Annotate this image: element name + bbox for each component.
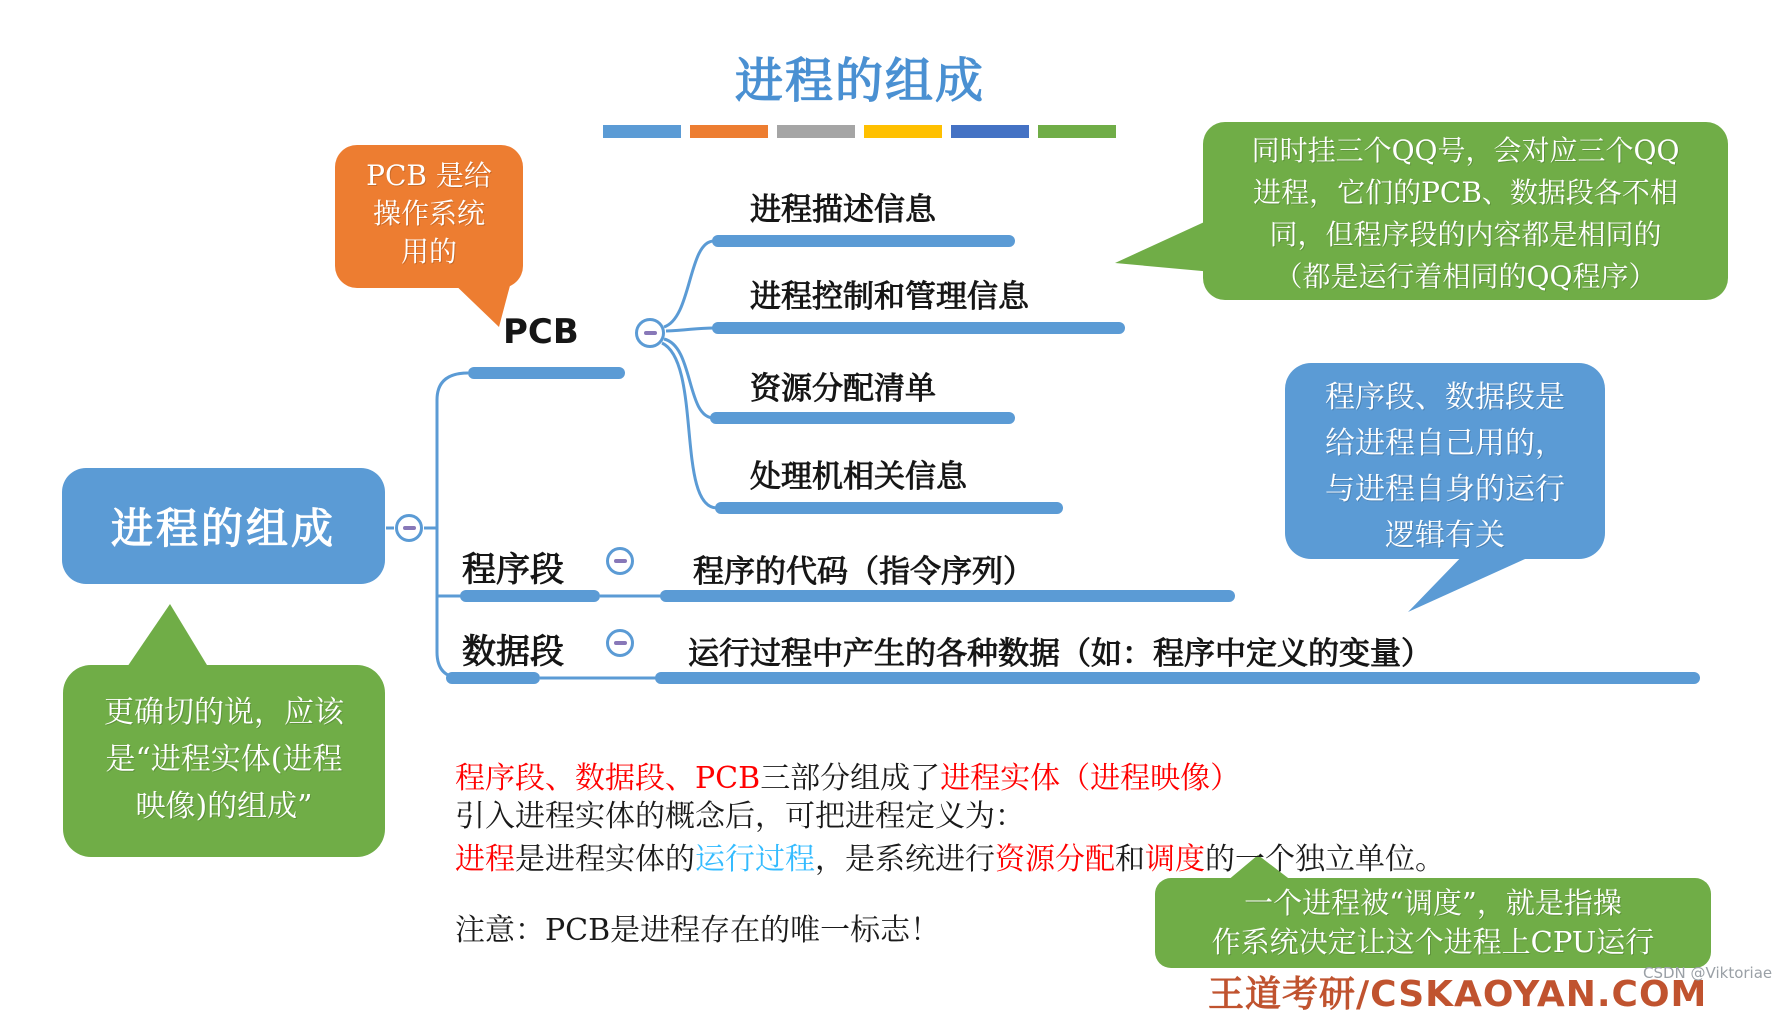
definition-segment: 的一个独立单位。	[1205, 842, 1445, 877]
callout-line: 给进程自己用的，	[1325, 426, 1565, 461]
callout-tail	[125, 604, 210, 670]
callout-line: 进程，它们的PCB、数据段各不相	[1253, 176, 1678, 209]
definition-segment: 进程实体（进程映像）	[940, 761, 1241, 796]
definition-segment: 程序段、数据段、PCB	[455, 761, 761, 796]
definition-segment: 三部分组成了	[760, 761, 941, 796]
definition-segment: 调度	[1145, 842, 1205, 877]
branch-label-data: 数据段	[462, 632, 564, 672]
callout-line: 更确切的说，应该	[104, 695, 344, 730]
collapse-icon[interactable]	[606, 629, 634, 657]
callout-line: 同时挂三个QQ号，会对应三个QQ	[1251, 134, 1680, 167]
callout-qq-note	[1203, 122, 1728, 300]
brand-text: 王道考研/CSKAOYAN.COM	[1208, 974, 1708, 1015]
pcb-child-item: 进程描述信息	[750, 192, 936, 228]
callout-line: 操作系统	[372, 197, 485, 230]
definition-line-3	[455, 834, 1445, 878]
callout-line: （都是运行着相同的QQ程序）	[1274, 260, 1657, 293]
callout-line: PCB 是给	[366, 159, 492, 192]
callout-line: 用的	[400, 235, 457, 268]
minus-glyph	[614, 641, 627, 645]
branch-bar-item	[710, 412, 1015, 424]
callout-line: 是“进程实体(进程	[105, 742, 343, 777]
callout-tail	[1115, 218, 1213, 272]
branch-bar-program-value	[660, 590, 1235, 602]
branch-bar-pcb	[468, 367, 625, 379]
callout-segment-note	[1285, 363, 1605, 559]
callout-line: 一个进程被“调度”，就是指操	[1244, 886, 1622, 920]
definition-segment: 运行过程	[695, 842, 815, 877]
note-line: 注意：PCB是进程存在的唯一标志！	[455, 913, 941, 948]
minus-glyph	[614, 559, 627, 563]
definition-segment: 引入进程实体的概念后，可把进程定义为：	[455, 799, 1025, 834]
branch-bar-item	[712, 322, 1125, 334]
definition-segment: 资源分配	[995, 842, 1115, 877]
callout-pcb-note	[335, 145, 523, 288]
root-node: 进程的组成	[62, 468, 385, 584]
definition-segment: ，是系统进行	[815, 842, 995, 877]
branch-bar-data-label	[446, 672, 540, 684]
branch-value-program: 程序的代码（指令序列）	[693, 554, 1034, 590]
definition-segment: 进程	[455, 842, 515, 877]
minus-glyph	[644, 331, 657, 335]
callout-entity-note	[63, 665, 385, 857]
branch-bar-data-value	[655, 672, 1700, 684]
definition-line-2	[455, 791, 1025, 835]
callout-schedule-note	[1155, 878, 1711, 968]
branch-label-program: 程序段	[462, 550, 564, 590]
definition-segment: 和	[1115, 842, 1145, 877]
pcb-child-item: 资源分配清单	[750, 371, 936, 407]
pcb-child-item: 进程控制和管理信息	[750, 279, 1029, 315]
branch-value-data: 运行过程中产生的各种数据（如：程序中定义的变量）	[688, 636, 1432, 672]
branch-bar-item	[712, 235, 1015, 247]
collapse-icon[interactable]	[635, 318, 665, 348]
callout-line: 映像)的组成”	[135, 789, 313, 824]
callout-line: 作系统决定让这个进程上CPU运行	[1211, 925, 1655, 959]
pcb-child-item: 处理机相关信息	[750, 459, 967, 495]
collapse-icon[interactable]	[606, 547, 634, 575]
branch-label-pcb: PCB	[503, 312, 579, 352]
callout-line: 程序段、数据段是	[1325, 380, 1565, 415]
callout-tail	[1408, 550, 1545, 612]
branch-lines	[386, 241, 717, 678]
watermark: CSDN @Viktoriae	[1643, 964, 1773, 982]
callout-line: 同，但程序段的内容都是相同的	[1269, 218, 1662, 251]
callout-line: 逻辑有关	[1385, 518, 1505, 553]
branch-bar-program-label	[460, 590, 600, 602]
callout-line: 与进程自身的运行	[1325, 472, 1565, 507]
collapse-icon[interactable]	[395, 514, 423, 542]
definition-segment: 是进程实体的	[515, 842, 695, 877]
minus-glyph	[403, 526, 416, 530]
page-title: 进程的组成	[734, 53, 985, 109]
branch-bar-item	[715, 502, 1063, 514]
